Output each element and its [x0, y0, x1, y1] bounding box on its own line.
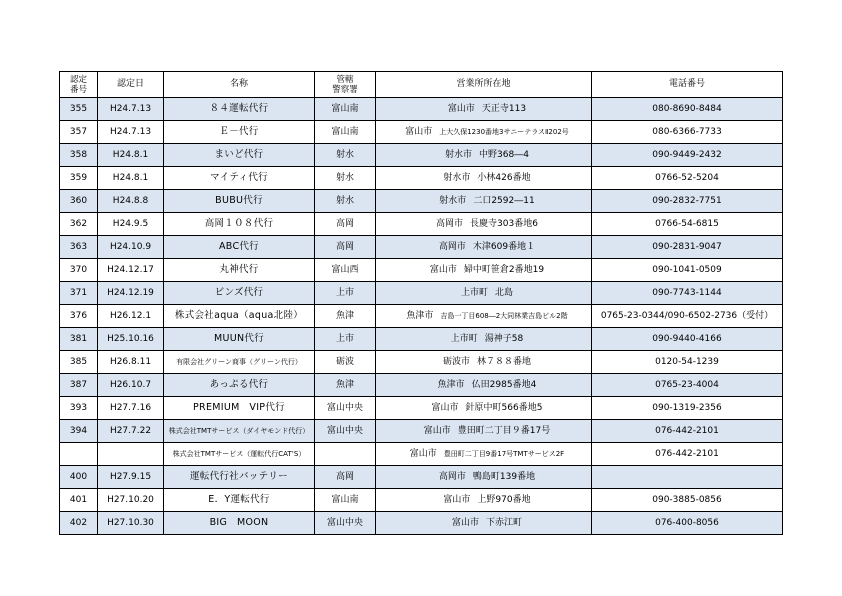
address-detail: 仏田2985番地4: [471, 379, 537, 390]
cell-name: 株式会社aqua（aqua北陸）: [164, 305, 315, 328]
table-row: [60, 374, 783, 397]
header-number-line1: 認定: [69, 74, 87, 85]
cell-station: 富山中央: [315, 420, 376, 443]
cell-number: 400: [60, 466, 98, 489]
cell-date: H27.9.15: [98, 466, 164, 489]
cell-phone: 090-3885-0856: [592, 489, 783, 512]
cell-date: H24.8.1: [98, 144, 164, 167]
cell-address: [376, 420, 592, 443]
cell-number: 360: [60, 190, 98, 213]
table-row: [60, 98, 783, 121]
cell-station: 高岡: [315, 466, 376, 489]
cell-station: 富山西: [315, 259, 376, 282]
header-address: 営業所所在地: [376, 72, 592, 98]
cell-address: [376, 213, 592, 236]
cell-name: BIG MOON: [164, 512, 315, 535]
cell-address: [376, 144, 592, 167]
cell-station: 富山南: [315, 98, 376, 121]
address-detail: 婦中町笹倉2番地19: [463, 264, 545, 275]
cell-number: 371: [60, 282, 98, 305]
table-row: [60, 305, 783, 328]
header-station-line1: 管轄: [336, 74, 354, 85]
cell-number: 387: [60, 374, 98, 397]
address-city: 砺波市: [442, 356, 470, 367]
address-detail: 吉島一丁目608―2大同林業吉島ビル2階: [440, 311, 568, 320]
address-detail: 二口2592―11: [473, 195, 535, 206]
cell-number: 385: [60, 351, 98, 374]
cell-station: 富山中央: [315, 397, 376, 420]
cell-date: H27.7.16: [98, 397, 164, 420]
cell-number: 355: [60, 98, 98, 121]
cell-date: H27.10.30: [98, 512, 164, 535]
cell-address: [376, 374, 592, 397]
address-city: 射水市: [439, 195, 467, 206]
cell-station: 砺波: [315, 351, 376, 374]
address-detail: 北島: [494, 287, 513, 298]
cell-date: H27.10.20: [98, 489, 164, 512]
header-date: 認定日: [98, 72, 164, 98]
table-row: [60, 190, 783, 213]
address-detail: 木津609番地１: [472, 241, 536, 252]
cell-name: 株式会社TMTサービス（運転代行CAT’S）: [164, 443, 315, 466]
address-city: 富山市: [405, 126, 433, 137]
address-detail: 長慶寺303番地6: [470, 218, 538, 229]
address-city: 高岡市: [436, 218, 464, 229]
cell-station: [315, 443, 376, 466]
cell-number: 381: [60, 328, 98, 351]
address-city: 上市町: [450, 333, 478, 344]
address-city: 高岡市: [438, 241, 466, 252]
cell-number: 362: [60, 213, 98, 236]
table-row: [60, 259, 783, 282]
cell-phone: 090-2832-7751: [592, 190, 783, 213]
cell-date: H24.7.13: [98, 121, 164, 144]
cell-date: [98, 443, 164, 466]
table-row: [60, 443, 783, 466]
address-detail: 上野970番地: [477, 494, 531, 505]
address-detail: 小林426番地: [477, 172, 531, 183]
cell-date: H24.8.1: [98, 167, 164, 190]
cell-station: 富山中央: [315, 512, 376, 535]
header-phone: 電話番号: [592, 72, 783, 98]
cell-station: 射水: [315, 144, 376, 167]
cell-station: 射水: [315, 167, 376, 190]
address-detail: 豊田町二丁目９番17号: [457, 425, 551, 436]
table-row: [60, 420, 783, 443]
cell-address: [376, 190, 592, 213]
cell-phone: 080-6366-7733: [592, 121, 783, 144]
cell-phone: 0765-23-4004: [592, 374, 783, 397]
cell-name: 高岡１０８代行: [164, 213, 315, 236]
address-city: 上市町: [460, 287, 488, 298]
cell-station: 魚津: [315, 374, 376, 397]
cell-address: [376, 328, 592, 351]
address-detail: 湯神子58: [484, 333, 524, 344]
address-detail: 中野368―4: [479, 149, 529, 160]
address-city: 魚津市: [406, 310, 434, 321]
cell-station: 上市: [315, 282, 376, 305]
address-detail: 上大久保1230番地3サニーテラスⅡ202号: [439, 127, 569, 136]
address-city: 富山市: [443, 494, 471, 505]
cell-date: H25.10.16: [98, 328, 164, 351]
cell-phone: 076-442-2101: [592, 420, 783, 443]
address-city: 富山市: [429, 264, 457, 275]
cell-phone: 090-9440-4166: [592, 328, 783, 351]
cell-name: マイティ代行: [164, 167, 315, 190]
address-detail: 鴨島町139番地: [472, 471, 536, 482]
address-city: 射水市: [443, 172, 471, 183]
address-city: 魚津市: [437, 379, 465, 390]
cell-station: 魚津: [315, 305, 376, 328]
cell-station: 上市: [315, 328, 376, 351]
cell-station: 高岡: [315, 213, 376, 236]
cell-phone: 090-2831-9047: [592, 236, 783, 259]
address-detail: 天正寺113: [481, 103, 527, 114]
cell-address: [376, 167, 592, 190]
table-row: [60, 213, 783, 236]
cell-name: ８４運転代行: [164, 98, 315, 121]
cell-name: 有限会社グリーン商事（グリーン代行）: [164, 351, 315, 374]
table-row: [60, 466, 783, 489]
table-row: [60, 328, 783, 351]
cell-address: [376, 305, 592, 328]
address-detail: 豊田町二丁目9番17号TMTサービス2F: [443, 449, 565, 458]
cell-name: Ｅ－代行: [164, 121, 315, 144]
cell-name: MUUN代行: [164, 328, 315, 351]
cell-address: [376, 512, 592, 535]
cell-phone: 0765-23-0344/090-6502-2736（受付）: [592, 305, 783, 328]
address-city: 富山市: [451, 517, 479, 528]
cell-name: まいど代行: [164, 144, 315, 167]
address-detail: 林７８８番地: [476, 356, 531, 367]
cell-date: H24.12.19: [98, 282, 164, 305]
header-station: [315, 72, 376, 98]
table-row: [60, 121, 783, 144]
table-row: [60, 489, 783, 512]
address-detail: 針原中町566番地5: [465, 402, 543, 413]
cell-address: [376, 489, 592, 512]
header-number: [60, 72, 98, 98]
cell-name: 丸神代行: [164, 259, 315, 282]
cell-phone: 0766-52-5204: [592, 167, 783, 190]
table-body: [60, 98, 783, 535]
table-row: [60, 351, 783, 374]
cell-number: 359: [60, 167, 98, 190]
cell-number: 376: [60, 305, 98, 328]
cell-number: 401: [60, 489, 98, 512]
address-city: 富山市: [423, 425, 451, 436]
cell-number: 358: [60, 144, 98, 167]
cell-date: H24.7.13: [98, 98, 164, 121]
cell-phone: 0120-54-1239: [592, 351, 783, 374]
cell-number: 393: [60, 397, 98, 420]
header-station-line2: 警察署: [332, 84, 358, 95]
cell-phone: 0766-54-6815: [592, 213, 783, 236]
address-city: 富山市: [409, 448, 437, 459]
cell-address: [376, 466, 592, 489]
cell-name: E．Y運転代行: [164, 489, 315, 512]
header-number-line2: 番号: [69, 84, 87, 95]
table-row: [60, 144, 783, 167]
cell-number: 363: [60, 236, 98, 259]
cell-address: [376, 397, 592, 420]
table-row: [60, 236, 783, 259]
cell-number: 394: [60, 420, 98, 443]
address-detail: 下赤江町: [485, 517, 522, 528]
cell-phone: 090-7743-1144: [592, 282, 783, 305]
cell-name: 株式会社TMTサービス（ダイヤモンド代行）: [164, 420, 315, 443]
cell-number: 370: [60, 259, 98, 282]
header-row: [60, 72, 783, 98]
cell-phone: 090-9449-2432: [592, 144, 783, 167]
cell-name: ABC代行: [164, 236, 315, 259]
cell-address: [376, 98, 592, 121]
table-row: [60, 282, 783, 305]
cell-date: H26.12.1: [98, 305, 164, 328]
cell-phone: 076-400-8056: [592, 512, 783, 535]
cell-phone: 090-1041-0509: [592, 259, 783, 282]
cell-number: 402: [60, 512, 98, 535]
cell-station: 射水: [315, 190, 376, 213]
table-row: [60, 512, 783, 535]
cell-date: H26.8.11: [98, 351, 164, 374]
cell-phone: 076-442-2101: [592, 443, 783, 466]
cell-date: H24.8.8: [98, 190, 164, 213]
cell-name: PREMIUM VIP代行: [164, 397, 315, 420]
cell-phone: 080-8690-8484: [592, 98, 783, 121]
cell-name: あっぷる代行: [164, 374, 315, 397]
cell-station: 高岡: [315, 236, 376, 259]
cell-address: [376, 121, 592, 144]
cell-date: H26.10.7: [98, 374, 164, 397]
cell-phone: [592, 466, 783, 489]
cell-address: [376, 351, 592, 374]
cell-address: [376, 282, 592, 305]
address-city: 高岡市: [438, 471, 466, 482]
cell-date: H24.9.5: [98, 213, 164, 236]
cell-date: H24.10.9: [98, 236, 164, 259]
cell-date: H24.12.17: [98, 259, 164, 282]
header-name: 名称: [164, 72, 315, 98]
cell-station: 富山南: [315, 489, 376, 512]
address-city: 富山市: [431, 402, 459, 413]
cell-station: 富山南: [315, 121, 376, 144]
cell-address: [376, 259, 592, 282]
cell-name: ビンズ代行: [164, 282, 315, 305]
cell-number: 357: [60, 121, 98, 144]
cell-address: [376, 443, 592, 466]
cell-name: 運転代行社バッテリー: [164, 466, 315, 489]
registry-table: [59, 71, 783, 535]
cell-date: H27.7.22: [98, 420, 164, 443]
address-city: 射水市: [445, 149, 473, 160]
cell-number: [60, 443, 98, 466]
cell-name: BUBU代行: [164, 190, 315, 213]
table-row: [60, 167, 783, 190]
address-city: 富山市: [447, 103, 475, 114]
cell-phone: 090-1319-2356: [592, 397, 783, 420]
cell-address: [376, 236, 592, 259]
table-row: [60, 397, 783, 420]
